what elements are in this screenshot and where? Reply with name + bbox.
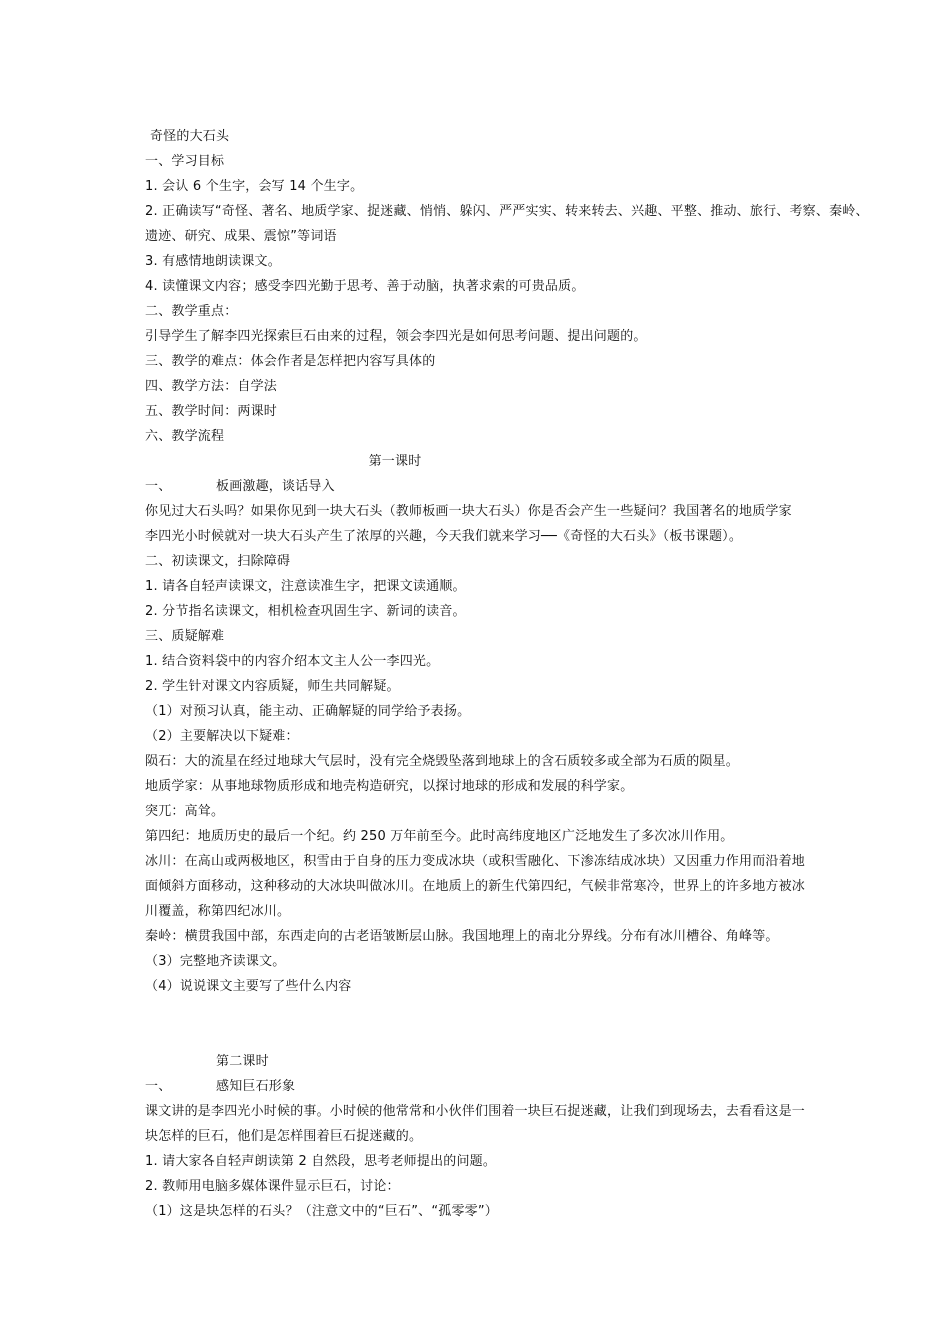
text-line: （1）这是块怎样的石头？（注意文中的“巨石”、“孤零零”） — [145, 1204, 499, 1219]
text-line: 突兀：高耸。 — [145, 804, 225, 819]
section-heading: 五、教学时间：两课时 — [145, 404, 278, 419]
text-line: 2. 正确读写“奇怪、著名、地质学家、捉迷藏、悄悄、躲闪、严严实实、转来转去、兴趣、平整、推动、旅行、考察、秦岭、 — [145, 204, 869, 219]
text-line: 1. 请大家各自轻声朗读第 2 自然段，思考老师提出的问题。 — [145, 1154, 497, 1169]
section-heading: 二、初读课文，扫除障碍 — [145, 554, 291, 569]
section-heading: 三、质疑解难 — [145, 629, 225, 644]
section-heading: 四、教学方法：自学法 — [145, 379, 278, 394]
section-number: 一、 — [145, 1079, 172, 1094]
lesson-heading: 第一课时 — [368, 454, 422, 469]
text-line: 1. 会认 6 个生字，会写 14 个生字。 — [145, 179, 364, 194]
text-line: 2. 教师用电脑多媒体课件显示巨石，讨论： — [145, 1179, 400, 1194]
text-line: 地质学家：从事地球物质形成和地壳构造研究，以探讨地球的形成和发展的科学家。 — [145, 779, 634, 794]
text-line: 遗迹、研究、成果、震惊”等词语 — [145, 229, 337, 244]
text-line: 冰川：在高山或两极地区，积雪由于自身的压力变成冰块（或积雪融化、下渗冻结成冰块）又因重力作用而沿着地 — [145, 854, 806, 869]
text-line: （3）完整地齐读课文。 — [145, 954, 286, 969]
doc-title: 奇怪的大石头 — [150, 129, 230, 144]
text-line: 块怎样的巨石，他们是怎样围着巨石捉迷藏的。 — [145, 1129, 423, 1144]
section-heading: 二、教学重点： — [145, 304, 238, 319]
section-number: 一、 — [145, 479, 172, 494]
text-line: 第四纪：地质历史的最后一个纪。约 250 万年前至今。此时高纬度地区广泛地发生了多次冰川作用。 — [145, 829, 734, 844]
text-line: 2. 学生针对课文内容质疑，师生共同解疑。 — [145, 679, 400, 694]
section-heading: 三、教学的难点：体会作者是怎样把内容写具体的 — [145, 354, 436, 369]
text-line: 4. 读懂课文内容；感受李四光勤于思考、善于动脑，执著求索的可贵品质。 — [145, 279, 585, 294]
text-line: 引导学生了解李四光探索巨石由来的过程，领会李四光是如何思考问题、提出问题的。 — [145, 329, 647, 344]
text-line: 李四光小时候就对一块大石头产生了浓厚的兴趣，今天我们就来学习──《奇怪的大石头》（板书课题）。 — [145, 529, 743, 544]
text-line: 秦岭：横贯我国中部，东西走向的古老语皱断层山脉。我国地理上的南北分界线。分布有冰川槽谷、角峰等。 — [145, 929, 779, 944]
text-line: （2）主要解决以下疑难： — [145, 729, 299, 744]
text-line: 1. 结合资料袋中的内容介绍本文主人公一李四光。 — [145, 654, 440, 669]
text-line: 3. 有感情地朗读课文。 — [145, 254, 281, 269]
text-line: 你见过大石头吗？如果你见到一块大石头（教师板画一块大石头）你是否会产生一些疑问？我国著名的地质学家 — [145, 504, 792, 519]
text-line: （4）说说课文主要写了些什么内容 — [145, 979, 352, 994]
text-line: 陨石：大的流星在经过地球大气层时，没有完全烧毁坠落到地球上的含石质较多或全部为石质的陨星。 — [145, 754, 740, 769]
section-heading: 板画激趣，谈话导入 — [216, 479, 335, 494]
text-line: （1）对预习认真，能主动、正确解疑的同学给予表扬。 — [145, 704, 471, 719]
section-heading: 六、教学流程 — [145, 429, 225, 444]
section-heading: 一、学习目标 — [145, 154, 225, 169]
section-heading: 感知巨石形象 — [216, 1079, 296, 1094]
text-line: 2. 分节指名读课文，相机检查巩固生字、新词的读音。 — [145, 604, 466, 619]
text-line: 课文讲的是李四光小时候的事。小时候的他常常和小伙伴们围着一块巨石捉迷藏，让我们到现场去，去看看这是一 — [145, 1104, 806, 1119]
text-line: 面倾斜方面移动，这种移动的大冰块叫做冰川。在地质上的新生代第四纪，气候非常寒冷，世界上的许多地方被冰 — [145, 879, 806, 894]
lesson-heading: 第二课时 — [216, 1054, 269, 1069]
text-line: 1. 请各自轻声读课文，注意读准生字，把课文读通顺。 — [145, 579, 466, 594]
text-line: 川覆盖，称第四纪冰川。 — [145, 904, 291, 919]
